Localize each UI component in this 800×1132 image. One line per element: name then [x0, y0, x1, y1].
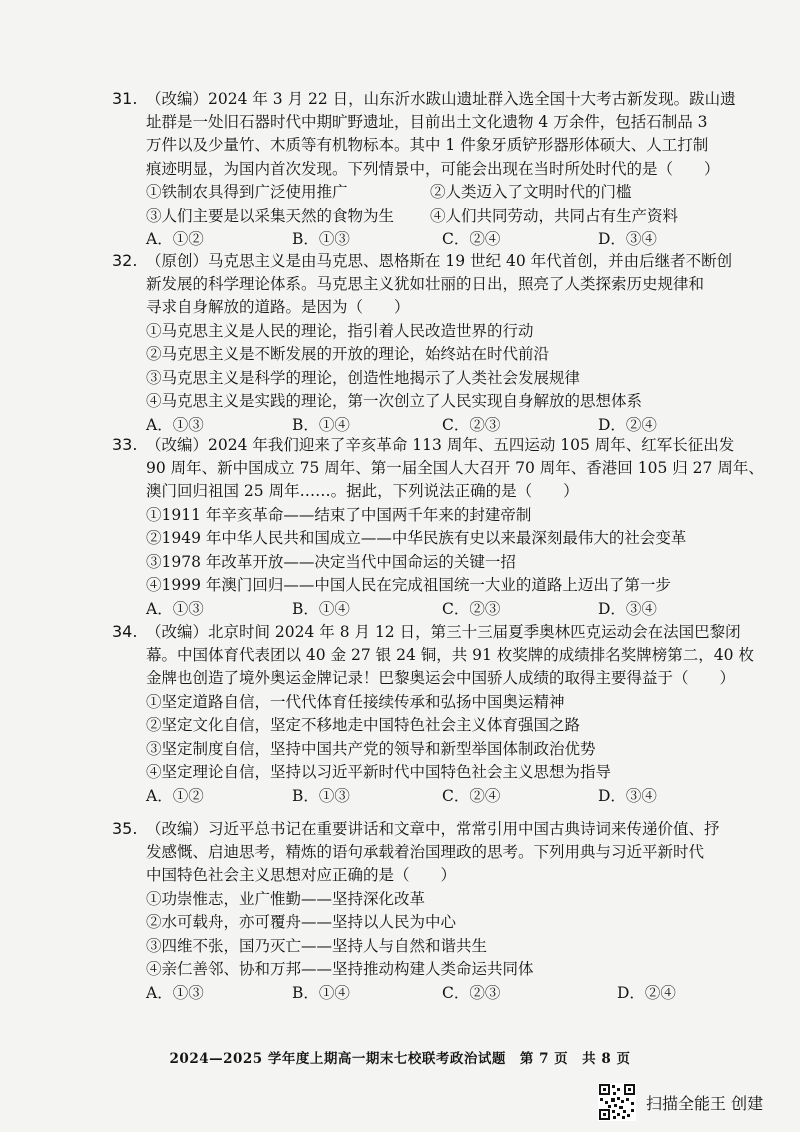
option-item: ③四维不张，国乃灭亡——坚持人与自然和谐共生	[146, 936, 488, 955]
option-item: ①铁制农具得到广泛使用推广	[146, 183, 348, 201]
option-item: ③马克思主义是科学的理论，创造性地揭示了人类社会发展规律	[146, 368, 581, 387]
question-stem-line: 35. （改编）习近平总书记在重要讲话和文章中，常常引用中国古典诗词来传递价值、抒	[112, 817, 712, 841]
answer-choice-b[interactable]: B．①③	[292, 786, 350, 805]
answer-choice-d[interactable]: D．②④	[598, 415, 657, 434]
page-footer: 2024—2025 学年度上期高一期末七校联考政治试题 第 7 页 共 8 页	[169, 1051, 631, 1067]
option-item: ④马克思主义是实践的理论，第一次创立了人民实现自身解放的思想体系	[146, 392, 643, 410]
question-number: 31.	[112, 89, 138, 108]
option-item: ①功崇惟志，业广惟勤——坚持深化改革	[146, 889, 426, 908]
answer-choice-a[interactable]: A．①②	[146, 786, 204, 805]
scanner-brand-text: 扫描全能王 创建	[646, 1093, 764, 1113]
answer-choice-a[interactable]: A．①③	[146, 599, 204, 618]
question-stem-line: 万件以及少量竹、木质等有机物标本。其中 1 件象牙质铲形器形体硕大、人工打制	[146, 136, 709, 154]
question-33	[112, 433, 764, 621]
question-34	[112, 620, 754, 808]
option-row	[112, 181, 712, 205]
question-number: 32.	[112, 251, 138, 270]
qr-code-icon	[598, 1083, 636, 1121]
option-row	[112, 205, 712, 229]
question-stem-line: 31. （改编）2024 年 3 月 22 日，山东沂水跋山遗址群入选全国十大考古新发现。跋山遗	[112, 87, 712, 111]
question-stem-line: 32. （原创）马克思主义是由马克思、恩格斯在 19 世纪 40 年代首创，并由后继者不断创	[112, 249, 712, 273]
option-item: ③坚定制度自信，坚持中国共产党的领导和新型举国体制政治优势	[146, 739, 596, 758]
option-item: ③1978 年改革开放——决定当代中国命运的关键一招	[146, 552, 516, 571]
option-item: ③人们主要是以采集天然的食物为生	[146, 206, 395, 225]
question-stem-line: 发感慨、启迪思考，精炼的语句承载着治国理政的思考。下列用典与习近平新时代	[146, 842, 705, 861]
answer-choice-a[interactable]: A．①②	[146, 230, 204, 248]
option-item: ④1999 年澳门回归——中国人民在完成祖国统一大业的道路上迈出了第一步	[146, 576, 671, 594]
question-stem-line: 34. （改编）北京时间 2024 年 8 月 12 日，第三十三届夏季奥林匹克运动会在法国巴黎闭	[112, 620, 712, 644]
question-stem-line: 幕。中国体育代表团以 40 金 27 银 24 铜，共 91 枚奖牌的成绩排名奖牌榜第二，40 枚	[146, 645, 754, 664]
answer-choice-a[interactable]: A．①③	[146, 983, 204, 1002]
option-item: ④坚定理论自信，坚持以习近平新时代中国特色社会主义思想为指导	[146, 763, 612, 781]
question-31	[112, 87, 736, 252]
answer-choice-c[interactable]: C．②③	[442, 415, 501, 434]
option-item: ④人们共同劳动，共同占有生产资料	[430, 206, 679, 225]
option-item: ②1949 年中华人民共和国成立——中华民族有史以来最深刻最伟大的社会变革	[146, 529, 687, 547]
answer-choices	[112, 785, 712, 809]
question-35	[112, 817, 720, 1005]
question-stem-line: 澳门回归祖国 25 周年……。据此，下列说法正确的是（ ）	[146, 482, 579, 500]
question-stem-line: 中国特色社会主义思想对应正确的是（ ）	[146, 866, 457, 884]
option-item: ④亲仁善邻、协和万邦——坚持推动构建人类命运共同体	[146, 960, 534, 978]
option-item: ①马克思主义是人民的理论，指引着人民改造世界的行动	[146, 321, 534, 340]
question-number: 33.	[112, 435, 138, 454]
option-item: ①1911 年辛亥革命——结束了中国两千年来的封建帝制	[146, 505, 532, 524]
question-number: 35.	[112, 819, 138, 838]
option-item: ②水可载舟，亦可覆舟——坚持以人民为中心	[146, 913, 457, 931]
answer-choice-c[interactable]: C．②④	[442, 230, 501, 248]
question-stem-line: 33. （改编）2024 年我们迎来了辛亥革命 113 周年、五四运动 105 周年、红军长征出发	[112, 433, 712, 457]
answer-choice-b[interactable]: B．①③	[292, 230, 350, 248]
answer-choice-b[interactable]: B．①④	[292, 415, 350, 434]
question-stem-line: 痕迹明显，为国内首次发现。下列情景中，可能会出现在当时所处时代的是（ ）	[146, 159, 720, 178]
answer-choices	[112, 598, 712, 622]
question-stem-line: 址群是一处旧石器时代中期旷野遗址，目前出土文化遗物 4 万余件，包括石制品 3	[146, 112, 708, 131]
answer-choice-b[interactable]: B．①④	[292, 599, 350, 618]
answer-choice-d[interactable]: D．③④	[598, 230, 657, 248]
question-stem-line: 金牌也创造了境外奥运金牌记录！巴黎奥运会中国骄人成绩的取得主要得益于（ ）	[146, 669, 736, 687]
answer-choice-d[interactable]: D．②④	[617, 983, 676, 1002]
answer-choice-d[interactable]: D．③④	[598, 786, 657, 805]
answer-choice-d[interactable]: D．③④	[598, 599, 657, 618]
question-number: 34.	[112, 622, 138, 641]
answer-choices	[112, 228, 712, 252]
scanner-badge[interactable]	[598, 1082, 763, 1122]
question-stem-line: 寻求自身解放的道路。是因为（ ）	[146, 298, 410, 316]
option-item: ②人类迈入了文明时代的门槛	[430, 183, 632, 201]
question-stem-line: 90 周年、新中国成立 75 周年、第一届全国人大召开 70 周年、香港回 105 归 27 周年、	[146, 458, 764, 477]
question-stem-line: 新发展的科学理论体系。马克思主义犹如壮丽的日出，照亮了人类探索历史规律和	[146, 274, 705, 293]
answer-choice-c[interactable]: C．②③	[442, 599, 501, 618]
answer-choice-b[interactable]: B．①④	[292, 983, 350, 1002]
option-item: ②坚定文化自信，坚定不移地走中国特色社会主义体育强国之路	[146, 716, 581, 734]
option-item: ②马克思主义是不断发展的开放的理论，始终站在时代前沿	[146, 345, 550, 363]
answer-choice-c[interactable]: C．②④	[442, 786, 501, 805]
question-32	[112, 249, 733, 437]
answer-choice-c[interactable]: C．②③	[442, 983, 501, 1002]
answer-choices	[112, 982, 712, 1006]
option-item: ①坚定道路自信，一代代体育任接续传承和弘扬中国奥运精神	[146, 692, 565, 711]
answer-choice-a[interactable]: A．①③	[146, 415, 204, 434]
